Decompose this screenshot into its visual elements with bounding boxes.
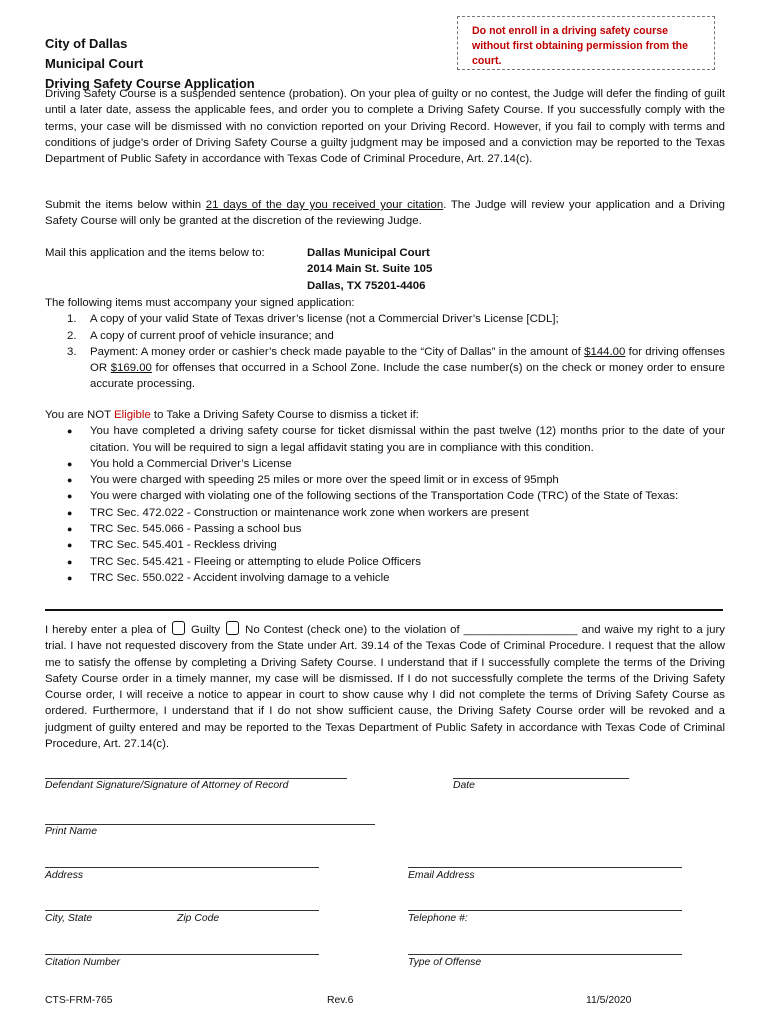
email-label: Email Address [408, 870, 475, 881]
print-name-label: Print Name [45, 826, 97, 837]
list-item [45, 570, 725, 586]
citation-number-field[interactable] [45, 954, 319, 955]
item-text: Payment: A money order or cashier’s check made payable to the “City of Dallas” in the amount of [90, 345, 585, 358]
list-item [45, 537, 725, 553]
plea-text: and waive my right to a jury trial. I have not requested discovery from the State under Art. 39.14 of the Texas Code of Criminal Procedure. I request that the allow me to satisfy the offense by completing a Driving Safety Course. I understand that if I successfully complete the terms of the Driving Safety Course order in a timely manner, my case will be dismissed. If I do not successfully complete the terms of the Driving Safety Course order, I will receive a notice to appear in court to show cause why I did not complete the terms of Driving Safety Course as ordered. Furthermore, I understand that if I do not show sufficient cause, the Driving Safety Course order will be revoked and a judgment of guilty entered and may be reported to the Texas Department of Public Safety in accordance with Texas Code of Criminal Procedure, Art. 27.14(c). [45, 624, 725, 751]
bullet-text: TRC Sec. 545.401 - Reckless driving [90, 539, 277, 552]
eligible-word: Eligible [114, 409, 151, 421]
bullet-icon: ● [67, 426, 73, 437]
telephone-field[interactable] [408, 910, 682, 911]
bullet-text: TRC Sec. 545.066 - Passing a school bus [90, 523, 302, 536]
not-eligible-section [45, 407, 725, 586]
item-number: 3. [67, 345, 77, 358]
item-text: for driving offenses OR [90, 345, 725, 375]
bullet-text: TRC Sec. 545.421 - Fleeing or attempting to elude Police Officers [90, 555, 421, 568]
list-item [45, 311, 725, 327]
bullet-icon: ● [67, 556, 73, 567]
bullet-icon: ● [67, 540, 73, 551]
bullet-icon: ● [67, 507, 73, 518]
violation-field[interactable]: __________________ [463, 624, 578, 636]
submit-deadline: 21 days of the day you received your citation [205, 199, 444, 211]
header-title: Driving Safety Course Application [45, 76, 255, 91]
item-text: A copy of current proof of vehicle insurance; and [90, 329, 334, 342]
citation-number-label: Citation Number [45, 957, 121, 968]
list-item [45, 456, 725, 472]
bullet-icon: ● [67, 491, 73, 502]
bullet-text: TRC Sec. 550.022 - Accident involving damage to a vehicle [90, 571, 390, 584]
bullet-text: You have completed a driving safety course for ticket dismissal within the past twelve (12) months prior to the date of your citation. You will be required to sign a legal affidavit stating you are in compliance with this condition. [90, 425, 725, 454]
submit-text-before: Submit the items below within [45, 199, 206, 211]
list-item [45, 488, 725, 504]
form-id: CTS-FRM-765 [45, 995, 113, 1006]
required-items [45, 295, 725, 393]
defendant-signature-field[interactable] [45, 778, 347, 779]
date-field[interactable] [453, 778, 629, 779]
bullet-text: You were charged with speeding 25 miles or more over the speed limit or in excess of 95mph [90, 474, 559, 487]
list-item [45, 344, 725, 393]
city-state-label: City, State [45, 913, 93, 924]
city-state-zip-field[interactable] [45, 910, 319, 911]
bullet-icon: ● [67, 572, 73, 583]
guilty-label: Guilty [187, 624, 225, 636]
item-number: 2. [67, 329, 77, 342]
heading-text: You are NOT [45, 409, 115, 421]
fee-amount: $144.00 [584, 345, 626, 358]
offense-type-field[interactable] [408, 954, 682, 955]
mail-label: Mail this application and the items below to: [45, 247, 265, 259]
list-item [45, 472, 725, 488]
mail-address-line1: Dallas Municipal Court [307, 247, 430, 259]
list-item [45, 521, 725, 537]
warning-box: Do not enroll in a driving safety course without first obtaining permission from the court. [457, 16, 715, 70]
no-contest-label: No Contest (check one) to the violation of [241, 624, 464, 636]
item-text: A copy of your valid State of Texas driver’s license (not a Commercial Driver’s License [CDL]; [90, 313, 559, 326]
plea-text: I hereby enter a plea of [45, 624, 171, 636]
mail-address-line3: Dallas, TX 75201-4406 [307, 279, 426, 292]
defendant-signature-label: Defendant Signature/Signature of Attorney of Record [45, 780, 289, 791]
address-label: Address [45, 870, 84, 881]
no-contest-checkbox[interactable] [226, 621, 239, 635]
mail-address [307, 245, 432, 294]
list-item [45, 554, 725, 570]
date-label: Date [453, 780, 475, 791]
bullet-text: TRC Sec. 472.022 - Construction or maintenance work zone when workers are present [90, 506, 529, 519]
print-name-field[interactable] [45, 824, 375, 825]
fee-amount-school-zone: $169.00 [110, 362, 152, 375]
offense-type-label: Type of Offense [408, 957, 482, 968]
zip-label: Zip Code [177, 913, 220, 924]
heading-text: to Take a Driving Safety Course to dismiss a ticket if: [150, 409, 419, 421]
bullet-icon: ● [67, 475, 73, 486]
form-date: 11/5/2020 [586, 995, 632, 1006]
revision: Rev.6 [327, 995, 354, 1006]
intro-paragraph: Driving Safety Course is a suspended sentence (probation). On your plea of guilty or no contest, the Judge will defer the finding of guilt until a later date, assess the applicable fees, and order you to complete a Driving Safety Course. If you successfully comply with the terms, your case will be dismissed with no conviction reported on your Driving Record. However, if you fail to comply with terms and conditions of judge’s order of Driving Safety Course a guilty judgment may be imposed and a conviction may be reported to the Texas Department of Public Safety in accordance with Texas Code of Criminal Procedure, Art. 27.14(c). [45, 88, 725, 166]
submit-text-after: . The Judge will review your application and a Driving Safety Course will only be granted at the discretion of the reviewing Judge. [45, 199, 725, 228]
list-item [45, 328, 725, 344]
list-item [45, 423, 725, 456]
bullet-text: You hold a Commercial Driver’s License [90, 457, 292, 470]
mail-address-line2: 2014 Main St. Suite 105 [307, 263, 433, 276]
guilty-checkbox[interactable] [172, 621, 185, 635]
section-divider [45, 609, 723, 611]
email-field[interactable] [408, 867, 682, 868]
bullet-icon: ● [67, 458, 73, 469]
submit-paragraph [45, 197, 725, 230]
required-items-heading: The following items must accompany your signed application: [45, 297, 355, 309]
bullet-text: You were charged with violating one of the following sections of the Transportation Code (TRC) of the State of Texas: [90, 490, 679, 503]
item-number: 1. [67, 313, 77, 326]
header-court: Municipal Court [45, 56, 144, 71]
header-city: City of Dallas [45, 36, 128, 51]
plea-paragraph [45, 621, 725, 752]
telephone-label: Telephone #: [408, 913, 468, 924]
document-header [45, 34, 255, 94]
address-field[interactable] [45, 867, 319, 868]
item-text: for offenses that occurred in a School Zone. Include the case number(s) on the check or money order to ensure accurate processing. [90, 362, 725, 391]
list-item [45, 505, 725, 521]
not-eligible-heading [45, 407, 725, 423]
bullet-icon: ● [67, 524, 73, 535]
